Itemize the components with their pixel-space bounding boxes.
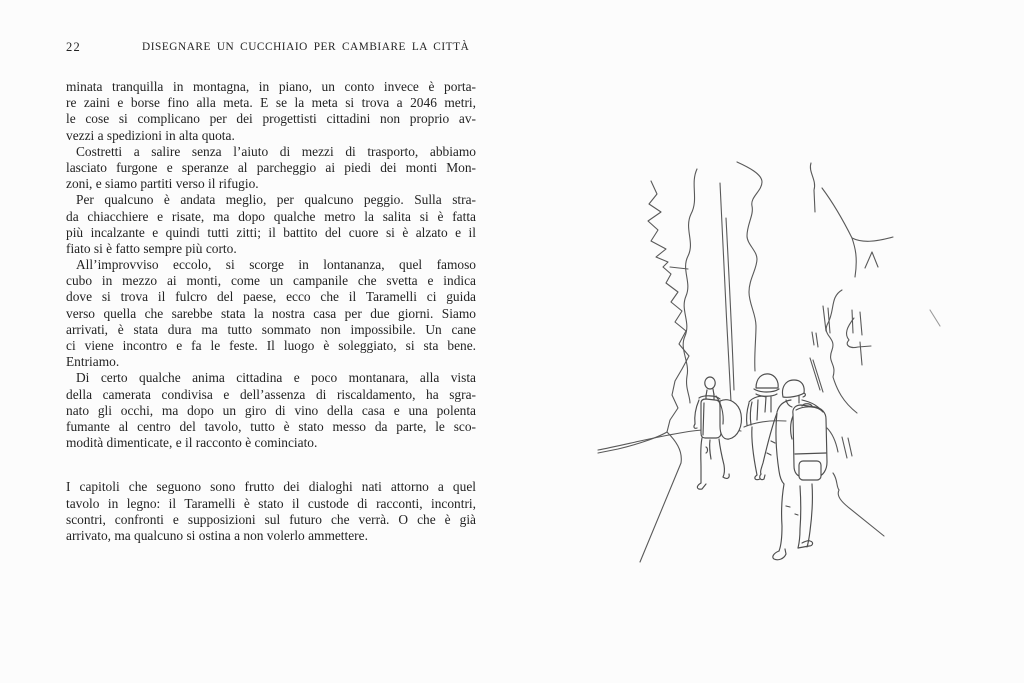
text-line: fiato si è fatto sempre più corto. [66, 240, 237, 256]
text-line: Costretti a salire senza l’aiuto di mezzi di trasporto, abbiamo [76, 143, 476, 159]
text-line: della camerata condivisa e dell’assenza di riscaldamento, ha sgra- [66, 386, 476, 402]
text-line: Entriamo. [66, 354, 120, 370]
text-line: verso quella che sarebbe stata la nostra casa per due giorni. Siamo [66, 305, 476, 321]
text-line: vezzi a spedizioni in alta quota. [66, 127, 235, 143]
page-number: 22 [66, 40, 81, 54]
body-text [66, 79, 476, 544]
text-line: lasciato furgone e speranze al parcheggio ai piedi dei monti Mon- [66, 159, 476, 175]
text-line: più incalzante e quindi tutti zitti; il battito del cuore si è alzato e il [66, 224, 476, 240]
paragraph [66, 144, 476, 193]
text-line: All’improvviso eccolo, si scorge in lontananza, quel famoso [76, 257, 476, 273]
hiker-left [694, 377, 741, 489]
paragraph [66, 79, 476, 144]
text-line: zoni, e siamo partiti verso il rifugio. [66, 176, 259, 192]
paragraph [66, 192, 476, 257]
paragraph [66, 257, 476, 370]
page-header [66, 40, 476, 55]
text-line: modità dimenticate, e il racconto è cominciato. [66, 435, 318, 451]
text-line: I capitoli che seguono sono frutto dei dialoghi nati attorno a quel [66, 479, 476, 495]
hikers-illustration [590, 150, 1010, 590]
text-line: arrivati, è stata dura ma tutto sommato non impossibile. Un cane [66, 321, 476, 337]
text-line: re zaini e borse fino alla meta. E se la meta si trova a 2046 metri, [66, 95, 476, 111]
text-line: tavolo in legno: il Taramelli è stato il custode di racconti, incontri, [66, 495, 476, 511]
text-line: fumante al centro del tavolo, tutto è stato messo da parte, le sco- [66, 418, 476, 434]
text-line: cubo in mezzo ai monti, come un campanile che svetta e indica [66, 273, 476, 289]
text-line: Per qualcuno è andata meglio, per qualcuno peggio. Sulla stra- [76, 192, 476, 208]
paragraph [66, 479, 476, 544]
text-line: minata tranquilla in montagna, in piano, un conto invece è porta- [66, 79, 476, 94]
hiker-right [760, 380, 827, 560]
text-line: Di certo qualche anima cittadina e poco montanara, alla vista [76, 370, 476, 386]
text-line: scontri, confronti e supposizioni sul futuro che verrà. O che è già [66, 511, 476, 527]
paragraph [66, 370, 476, 451]
text-line: nato gli occhi, ma dopo un giro di vino della casa e una polenta [66, 402, 476, 418]
text-line: ci viene incontro e fa le feste. Il luogo è soleggiato, si sta bene. [66, 338, 476, 353]
text-line: arrivato, ma qualcuno si ostina a non volerlo ammettere. [66, 527, 368, 543]
cliff-sketch [598, 162, 940, 562]
text-line: da chiacchiere e risate, ma dopo qualche metro la salita si è fatta [66, 208, 476, 224]
running-title: DISEGNARE UN CUCCHIAIO PER CAMBIARE LA CITTÀ [142, 40, 470, 53]
text-line: le cose si complicano per dei progettisti cittadini non proprio av- [66, 111, 476, 127]
text-line: dove si trova il fulcro del paese, ecco che il Taramelli ci guida [66, 289, 476, 305]
